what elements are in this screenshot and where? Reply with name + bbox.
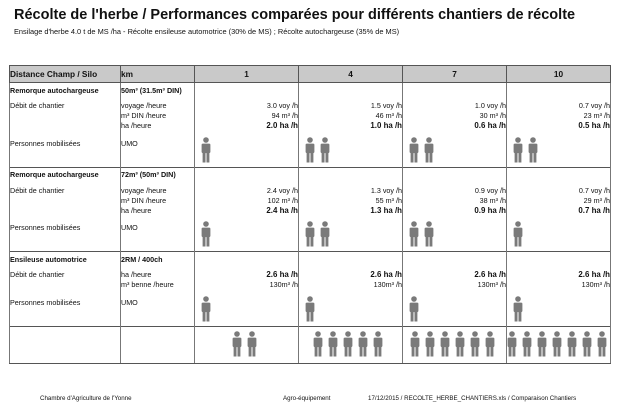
rate-value: 30 m³ /h	[479, 111, 506, 121]
people-icons	[403, 327, 506, 363]
person-icon	[409, 221, 419, 247]
person-icon	[424, 137, 434, 163]
empty-cell	[299, 252, 403, 267]
people-cell	[195, 294, 299, 327]
rate-value: 38 m³ /h	[479, 195, 506, 205]
person-icon	[424, 221, 434, 247]
person-icon	[537, 331, 547, 357]
footer-reference: 17/12/2015 / RECOLTE_HERBE_CHANTIERS.xls / Comparaison Chantiers	[368, 395, 577, 402]
rate-value: 130m³ /h	[477, 280, 506, 290]
rate-label-cell	[10, 182, 121, 220]
rate-label-cell	[10, 97, 121, 135]
unit-header: km	[121, 66, 195, 83]
rate-values-cell	[403, 182, 507, 220]
total-people-cell	[403, 326, 507, 363]
total-people-cell	[299, 326, 403, 363]
rate-value: 3.0 voy /h	[266, 101, 298, 110]
rate-value: 0.7 ha /h	[578, 205, 610, 215]
empty-cell	[195, 83, 299, 98]
people-cell	[507, 294, 611, 327]
people-unit: UMO	[121, 135, 195, 168]
rate-value: 0.6 ha /h	[474, 121, 506, 131]
empty-cell	[403, 83, 507, 98]
total-people-cell	[507, 326, 611, 363]
people-unit: UMO	[121, 219, 195, 252]
footer-department: Agro-équipement	[283, 395, 331, 402]
person-icon	[567, 331, 577, 357]
person-icon	[528, 137, 538, 163]
empty-cell	[507, 83, 611, 98]
person-icon	[485, 331, 495, 357]
person-icon	[328, 331, 338, 357]
table-header-row	[10, 66, 611, 83]
total-people-row	[10, 326, 611, 363]
footer-organisation: Chambre d'Agriculture de l'Yonne	[40, 395, 132, 402]
rate-value: 0.9 voy /h	[474, 185, 506, 195]
rate-value: 55 m³ /h	[375, 195, 402, 205]
rate-values-cell	[195, 266, 299, 293]
people-row	[10, 135, 611, 168]
people-icons	[195, 327, 298, 363]
person-icon	[507, 331, 517, 357]
people-row	[10, 294, 611, 327]
person-icon	[320, 221, 330, 247]
rate-values-cell	[195, 97, 299, 135]
people-cell	[403, 219, 507, 252]
distance-col-1: 1	[195, 66, 299, 83]
people-icons	[299, 135, 402, 167]
people-cell	[299, 219, 403, 252]
people-icons	[299, 294, 402, 326]
people-cell	[195, 135, 299, 168]
people-cell	[403, 135, 507, 168]
person-icon	[201, 221, 211, 247]
people-icons	[195, 135, 298, 167]
rate-value: 2.6 ha /h	[578, 270, 610, 280]
rate-value: 1.3 voy /h	[370, 185, 402, 195]
rate-value: 46 m³ /h	[375, 111, 402, 121]
rate-value: 94 m³ /h	[271, 111, 298, 121]
rate-value: 1.0 voy /h	[474, 101, 506, 110]
rate-values-cell	[299, 97, 403, 135]
rate-value: 29 m³ /h	[583, 195, 610, 205]
rate-units-cell	[121, 182, 195, 220]
rate-value: 1.5 voy /h	[370, 101, 402, 110]
rate-label: Débit de chantier	[10, 270, 65, 280]
comparison-table	[9, 65, 611, 364]
rate-value: 130m³ /h	[581, 280, 610, 290]
person-icon	[305, 221, 315, 247]
rate-value: 2.6 ha /h	[474, 270, 506, 280]
people-unit: UMO	[121, 294, 195, 327]
page-title: Récolte de l'herbe / Performances comparées pour différents chantiers de récolte	[14, 7, 576, 23]
section-name: Remorque autochargeuse	[10, 167, 121, 182]
people-icons	[195, 294, 298, 326]
rate-unit: m³ benne /heure	[121, 280, 174, 290]
rate-value: 0.5 ha /h	[578, 121, 610, 131]
people-icons	[403, 135, 506, 167]
rate-values-cell	[299, 266, 403, 293]
person-icon	[320, 137, 330, 163]
rate-value: 2.4 ha /h	[266, 205, 298, 215]
people-label: Personnes mobilisées	[10, 219, 121, 252]
people-label: Personnes mobilisées	[10, 135, 121, 168]
people-icons	[507, 219, 610, 251]
section-name: Ensileuse automotrice	[10, 252, 121, 267]
person-icon	[409, 137, 419, 163]
rate-label: Débit de chantier	[10, 185, 65, 195]
person-icon	[232, 331, 242, 357]
people-icons	[195, 219, 298, 251]
rate-unit: m³ DIN /heure	[121, 111, 167, 121]
empty-cell	[507, 167, 611, 182]
empty-cell	[507, 252, 611, 267]
person-icon	[597, 331, 607, 357]
people-icons	[507, 327, 610, 363]
person-icon	[313, 331, 323, 357]
rate-value: 2.0 ha /h	[266, 121, 298, 131]
people-icons	[299, 327, 402, 363]
empty-cell	[403, 252, 507, 267]
section-dimension: 72m³ (50m³ DIN)	[121, 167, 195, 182]
people-cell	[403, 294, 507, 327]
empty-cell	[403, 167, 507, 182]
people-icons	[403, 294, 506, 326]
person-icon	[522, 331, 532, 357]
empty-cell	[195, 167, 299, 182]
rate-values-cell	[507, 97, 611, 135]
person-icon	[373, 331, 383, 357]
rate-unit: voyage /heure	[121, 101, 167, 110]
section-header-row	[10, 167, 611, 182]
person-icon	[410, 331, 420, 357]
people-label: Personnes mobilisées	[10, 294, 121, 327]
total-people-cell	[195, 326, 299, 363]
rate-value: 0.7 voy /h	[578, 101, 610, 110]
people-icons	[299, 219, 402, 251]
empty-cell	[195, 252, 299, 267]
section-header-row	[10, 252, 611, 267]
rate-values-cell	[507, 182, 611, 220]
rate-unit: ha /heure	[121, 121, 152, 131]
rate-unit: m³ DIN /heure	[121, 195, 167, 205]
rate-value: 1.0 ha /h	[370, 121, 402, 131]
people-row	[10, 219, 611, 252]
rate-value: 2.6 ha /h	[370, 270, 402, 280]
rate-value: 23 m³ /h	[583, 111, 610, 121]
section-header-row	[10, 83, 611, 98]
empty-cell	[299, 167, 403, 182]
rate-units-cell	[121, 266, 195, 293]
person-icon	[513, 137, 523, 163]
people-cell	[507, 219, 611, 252]
rate-value: 0.7 voy /h	[578, 185, 610, 195]
empty-cell	[299, 83, 403, 98]
person-icon	[358, 331, 368, 357]
person-icon	[343, 331, 353, 357]
section-name: Remorque autochargeuse	[10, 83, 121, 98]
rate-value: 1.3 ha /h	[370, 205, 402, 215]
distance-col-4: 4	[299, 66, 403, 83]
people-icons	[507, 294, 610, 326]
rate-label-cell	[10, 266, 121, 293]
people-icons	[403, 219, 506, 251]
person-icon	[455, 331, 465, 357]
people-cell	[299, 294, 403, 327]
empty-cell	[10, 326, 121, 363]
rate-values-cell	[299, 182, 403, 220]
rate-values-cell	[507, 266, 611, 293]
person-icon	[425, 331, 435, 357]
section-dimension: 50m³ (31.5m³ DIN)	[121, 83, 195, 98]
person-icon	[247, 331, 257, 357]
rate-values-cell	[195, 182, 299, 220]
person-icon	[201, 296, 211, 322]
rate-row	[10, 266, 611, 293]
rate-value: 130m³ /h	[373, 280, 402, 290]
person-icon	[513, 221, 523, 247]
distance-col-7: 7	[403, 66, 507, 83]
people-cell	[299, 135, 403, 168]
rate-unit: ha /heure	[121, 270, 152, 280]
section-dimension: 2RM / 400ch	[121, 252, 195, 267]
person-icon	[513, 296, 523, 322]
page-subtitle: Ensilage d'herbe 4.0 t de MS /ha - Récolte ensileuse automotrice (30% de MS) ; Récolte autochargeuse (35% de MS)	[14, 27, 400, 36]
person-icon	[305, 137, 315, 163]
people-cell	[195, 219, 299, 252]
rate-row	[10, 97, 611, 135]
person-icon	[440, 331, 450, 357]
rate-values-cell	[403, 266, 507, 293]
rate-unit: voyage /heure	[121, 185, 167, 195]
rate-value: 2.4 voy /h	[266, 185, 298, 195]
person-icon	[582, 331, 592, 357]
people-icons	[507, 135, 610, 167]
rate-value: 0.9 ha /h	[474, 205, 506, 215]
people-cell	[507, 135, 611, 168]
person-icon	[305, 296, 315, 322]
rate-unit: ha /heure	[121, 205, 152, 215]
rate-value: 130m³ /h	[269, 280, 298, 290]
person-icon	[201, 137, 211, 163]
rate-units-cell	[121, 97, 195, 135]
rate-value: 102 m³ /h	[267, 195, 298, 205]
empty-cell	[121, 326, 195, 363]
person-icon	[470, 331, 480, 357]
person-icon	[409, 296, 419, 322]
rate-label: Débit de chantier	[10, 101, 65, 110]
person-icon	[552, 331, 562, 357]
rate-value: 2.6 ha /h	[266, 270, 298, 280]
distance-header: Distance Champ / Silo	[10, 66, 121, 83]
rate-values-cell	[403, 97, 507, 135]
rate-row	[10, 182, 611, 220]
distance-col-10: 10	[507, 66, 611, 83]
